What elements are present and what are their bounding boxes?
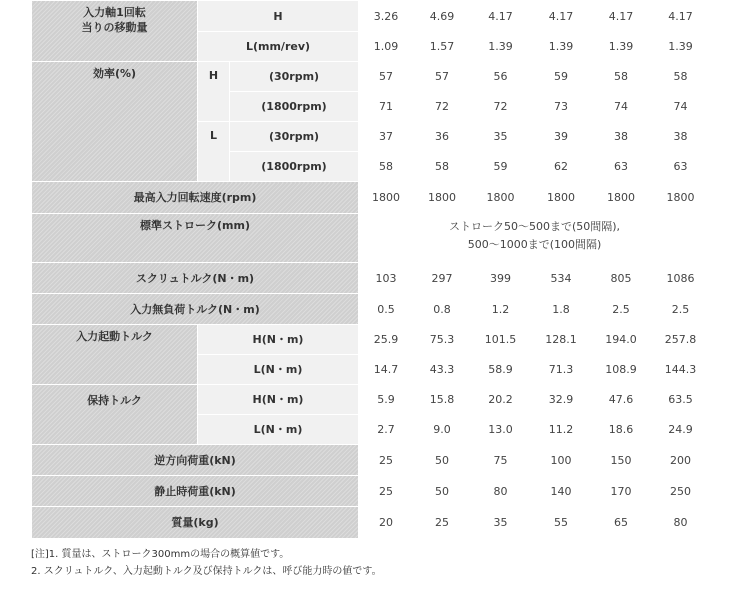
reverse-load-label: 逆方向荷重(kN) xyxy=(32,445,359,476)
table-cell: 0.5 xyxy=(359,294,414,325)
table-cell: 1.39 xyxy=(651,32,711,62)
table-cell: 20.2 xyxy=(471,385,531,415)
stroke-value-line2: 500〜1000まで(100間隔) xyxy=(467,238,602,251)
screw-torque-label: スクリュトルク(N・m) xyxy=(32,263,359,294)
table-cell: 194.0 xyxy=(592,325,651,355)
table-cell: 47.6 xyxy=(592,385,651,415)
table-cell: 25 xyxy=(414,507,471,539)
table-cell: 170 xyxy=(592,476,651,507)
table-cell: 1.39 xyxy=(531,32,592,62)
table-cell: 50 xyxy=(414,476,471,507)
table-cell: 39 xyxy=(531,122,592,152)
efficiency-l1800-sub: (1800rpm) xyxy=(230,152,359,182)
start-torque-label: 入力起動トルク xyxy=(32,325,198,385)
no-load-torque-row xyxy=(32,294,711,325)
stroke-row xyxy=(32,214,711,263)
table-cell: 4.17 xyxy=(531,1,592,32)
stroke-value xyxy=(359,214,711,263)
efficiency-h30-sub: (30rpm) xyxy=(230,62,359,92)
reverse-load-row xyxy=(32,445,711,476)
table-cell: 58.9 xyxy=(471,355,531,385)
table-cell: 75 xyxy=(471,445,531,476)
table-cell: 58 xyxy=(592,62,651,92)
table-cell: 74 xyxy=(651,92,711,122)
table-cell: 13.0 xyxy=(471,415,531,445)
table-cell: 4.17 xyxy=(592,1,651,32)
table-cell: 100 xyxy=(531,445,592,476)
table-cell: 50 xyxy=(414,445,471,476)
holding-torque-h-row xyxy=(32,385,711,415)
table-cell: 25.9 xyxy=(359,325,414,355)
table-cell: 59 xyxy=(471,152,531,182)
table-cell: 3.26 xyxy=(359,1,414,32)
table-cell: 72 xyxy=(414,92,471,122)
table-cell: 58 xyxy=(651,62,711,92)
travel-h-sub: H xyxy=(198,1,359,32)
table-cell: 101.5 xyxy=(471,325,531,355)
table-cell: 35 xyxy=(471,507,531,539)
efficiency-h1800-sub: (1800rpm) xyxy=(230,92,359,122)
travel-h-row xyxy=(32,1,711,32)
table-cell: 2.5 xyxy=(592,294,651,325)
table-cell: 55 xyxy=(531,507,592,539)
table-cell: 2.7 xyxy=(359,415,414,445)
table-cell: 1086 xyxy=(651,263,711,294)
table-cell: 0.8 xyxy=(414,294,471,325)
table-cell: 1800 xyxy=(592,182,651,214)
table-cell: 9.0 xyxy=(414,415,471,445)
table-cell: 25 xyxy=(359,476,414,507)
table-cell: 63.5 xyxy=(651,385,711,415)
table-cell: 1.09 xyxy=(359,32,414,62)
efficiency-label: 効率(%) xyxy=(32,62,198,182)
screw-torque-row xyxy=(32,263,711,294)
start-torque-l-sub: L(N・m) xyxy=(198,355,359,385)
table-cell: 38 xyxy=(651,122,711,152)
table-cell: 63 xyxy=(592,152,651,182)
table-cell: 534 xyxy=(531,263,592,294)
stroke-value-line1: ストローク50〜500まで(50間隔), xyxy=(448,220,621,233)
table-cell: 59 xyxy=(531,62,592,92)
table-cell: 71 xyxy=(359,92,414,122)
table-cell: 1.8 xyxy=(531,294,592,325)
no-load-torque-label: 入力無負荷トルク(N・m) xyxy=(32,294,359,325)
table-cell: 1.39 xyxy=(471,32,531,62)
start-torque-h-row xyxy=(32,325,711,355)
table-cell: 63 xyxy=(651,152,711,182)
note-2: 2. スクリュトルク、入力起動トルク及び保持トルクは、呼び能力時の値です。 xyxy=(31,566,382,577)
table-cell: 58 xyxy=(414,152,471,182)
travel-label-line2: 当りの移動量 xyxy=(81,21,148,34)
table-cell: 150 xyxy=(592,445,651,476)
table-cell: 80 xyxy=(471,476,531,507)
table-cell: 57 xyxy=(414,62,471,92)
holding-torque-l-sub: L(N・m) xyxy=(198,415,359,445)
table-cell: 2.5 xyxy=(651,294,711,325)
table-cell: 805 xyxy=(592,263,651,294)
table-cell: 43.3 xyxy=(414,355,471,385)
table-cell: 73 xyxy=(531,92,592,122)
table-cell: 38 xyxy=(592,122,651,152)
holding-torque-label: 保持トルク xyxy=(32,385,198,445)
table-cell: 144.3 xyxy=(651,355,711,385)
start-torque-h-sub: H(N・m) xyxy=(198,325,359,355)
table-cell: 108.9 xyxy=(592,355,651,385)
table-cell: 71.3 xyxy=(531,355,592,385)
travel-label xyxy=(32,1,198,62)
table-cell: 250 xyxy=(651,476,711,507)
table-cell: 5.9 xyxy=(359,385,414,415)
table-cell: 20 xyxy=(359,507,414,539)
table-cell: 65 xyxy=(592,507,651,539)
notes xyxy=(31,546,382,580)
table-cell: 1.2 xyxy=(471,294,531,325)
max-speed-row xyxy=(32,182,711,214)
table-cell: 62 xyxy=(531,152,592,182)
table-cell: 74 xyxy=(592,92,651,122)
table-cell: 35 xyxy=(471,122,531,152)
table-cell: 80 xyxy=(651,507,711,539)
holding-torque-h-sub: H(N・m) xyxy=(198,385,359,415)
travel-l-sub: L(mm/rev) xyxy=(198,32,359,62)
table-cell: 58 xyxy=(359,152,414,182)
table-cell: 128.1 xyxy=(531,325,592,355)
static-load-label: 静止時荷重(kN) xyxy=(32,476,359,507)
table-cell: 1.57 xyxy=(414,32,471,62)
table-cell: 297 xyxy=(414,263,471,294)
table-cell: 4.17 xyxy=(651,1,711,32)
table-cell: 14.7 xyxy=(359,355,414,385)
table-cell: 1800 xyxy=(531,182,592,214)
table-cell: 4.69 xyxy=(414,1,471,32)
table-cell: 1800 xyxy=(359,182,414,214)
table-cell: 56 xyxy=(471,62,531,92)
efficiency-h-letter: H xyxy=(198,62,230,122)
table-cell: 24.9 xyxy=(651,415,711,445)
spec-table xyxy=(31,0,711,539)
table-cell: 399 xyxy=(471,263,531,294)
table-cell: 1800 xyxy=(414,182,471,214)
table-cell: 18.6 xyxy=(592,415,651,445)
table-cell: 15.8 xyxy=(414,385,471,415)
efficiency-l-letter: L xyxy=(198,122,230,182)
table-cell: 257.8 xyxy=(651,325,711,355)
table-cell: 1800 xyxy=(471,182,531,214)
table-cell: 32.9 xyxy=(531,385,592,415)
table-cell: 1.39 xyxy=(592,32,651,62)
table-cell: 103 xyxy=(359,263,414,294)
mass-row xyxy=(32,507,711,539)
table-cell: 72 xyxy=(471,92,531,122)
stroke-label: 標準ストローク(mm) xyxy=(32,214,359,263)
efficiency-l30-sub: (30rpm) xyxy=(230,122,359,152)
table-cell: 1800 xyxy=(651,182,711,214)
note-1: [注]1. 質量は、ストローク300mmの場合の概算値です。 xyxy=(31,549,290,560)
table-cell: 75.3 xyxy=(414,325,471,355)
table-cell: 36 xyxy=(414,122,471,152)
table-cell: 200 xyxy=(651,445,711,476)
table-cell: 37 xyxy=(359,122,414,152)
mass-label: 質量(kg) xyxy=(32,507,359,539)
table-cell: 11.2 xyxy=(531,415,592,445)
efficiency-h30-row xyxy=(32,62,711,92)
table-cell: 4.17 xyxy=(471,1,531,32)
travel-label-line1: 入力軸1回転 xyxy=(83,6,146,19)
static-load-row xyxy=(32,476,711,507)
table-cell: 57 xyxy=(359,62,414,92)
max-speed-label: 最高入力回転速度(rpm) xyxy=(32,182,359,214)
table-cell: 140 xyxy=(531,476,592,507)
table-cell: 25 xyxy=(359,445,414,476)
